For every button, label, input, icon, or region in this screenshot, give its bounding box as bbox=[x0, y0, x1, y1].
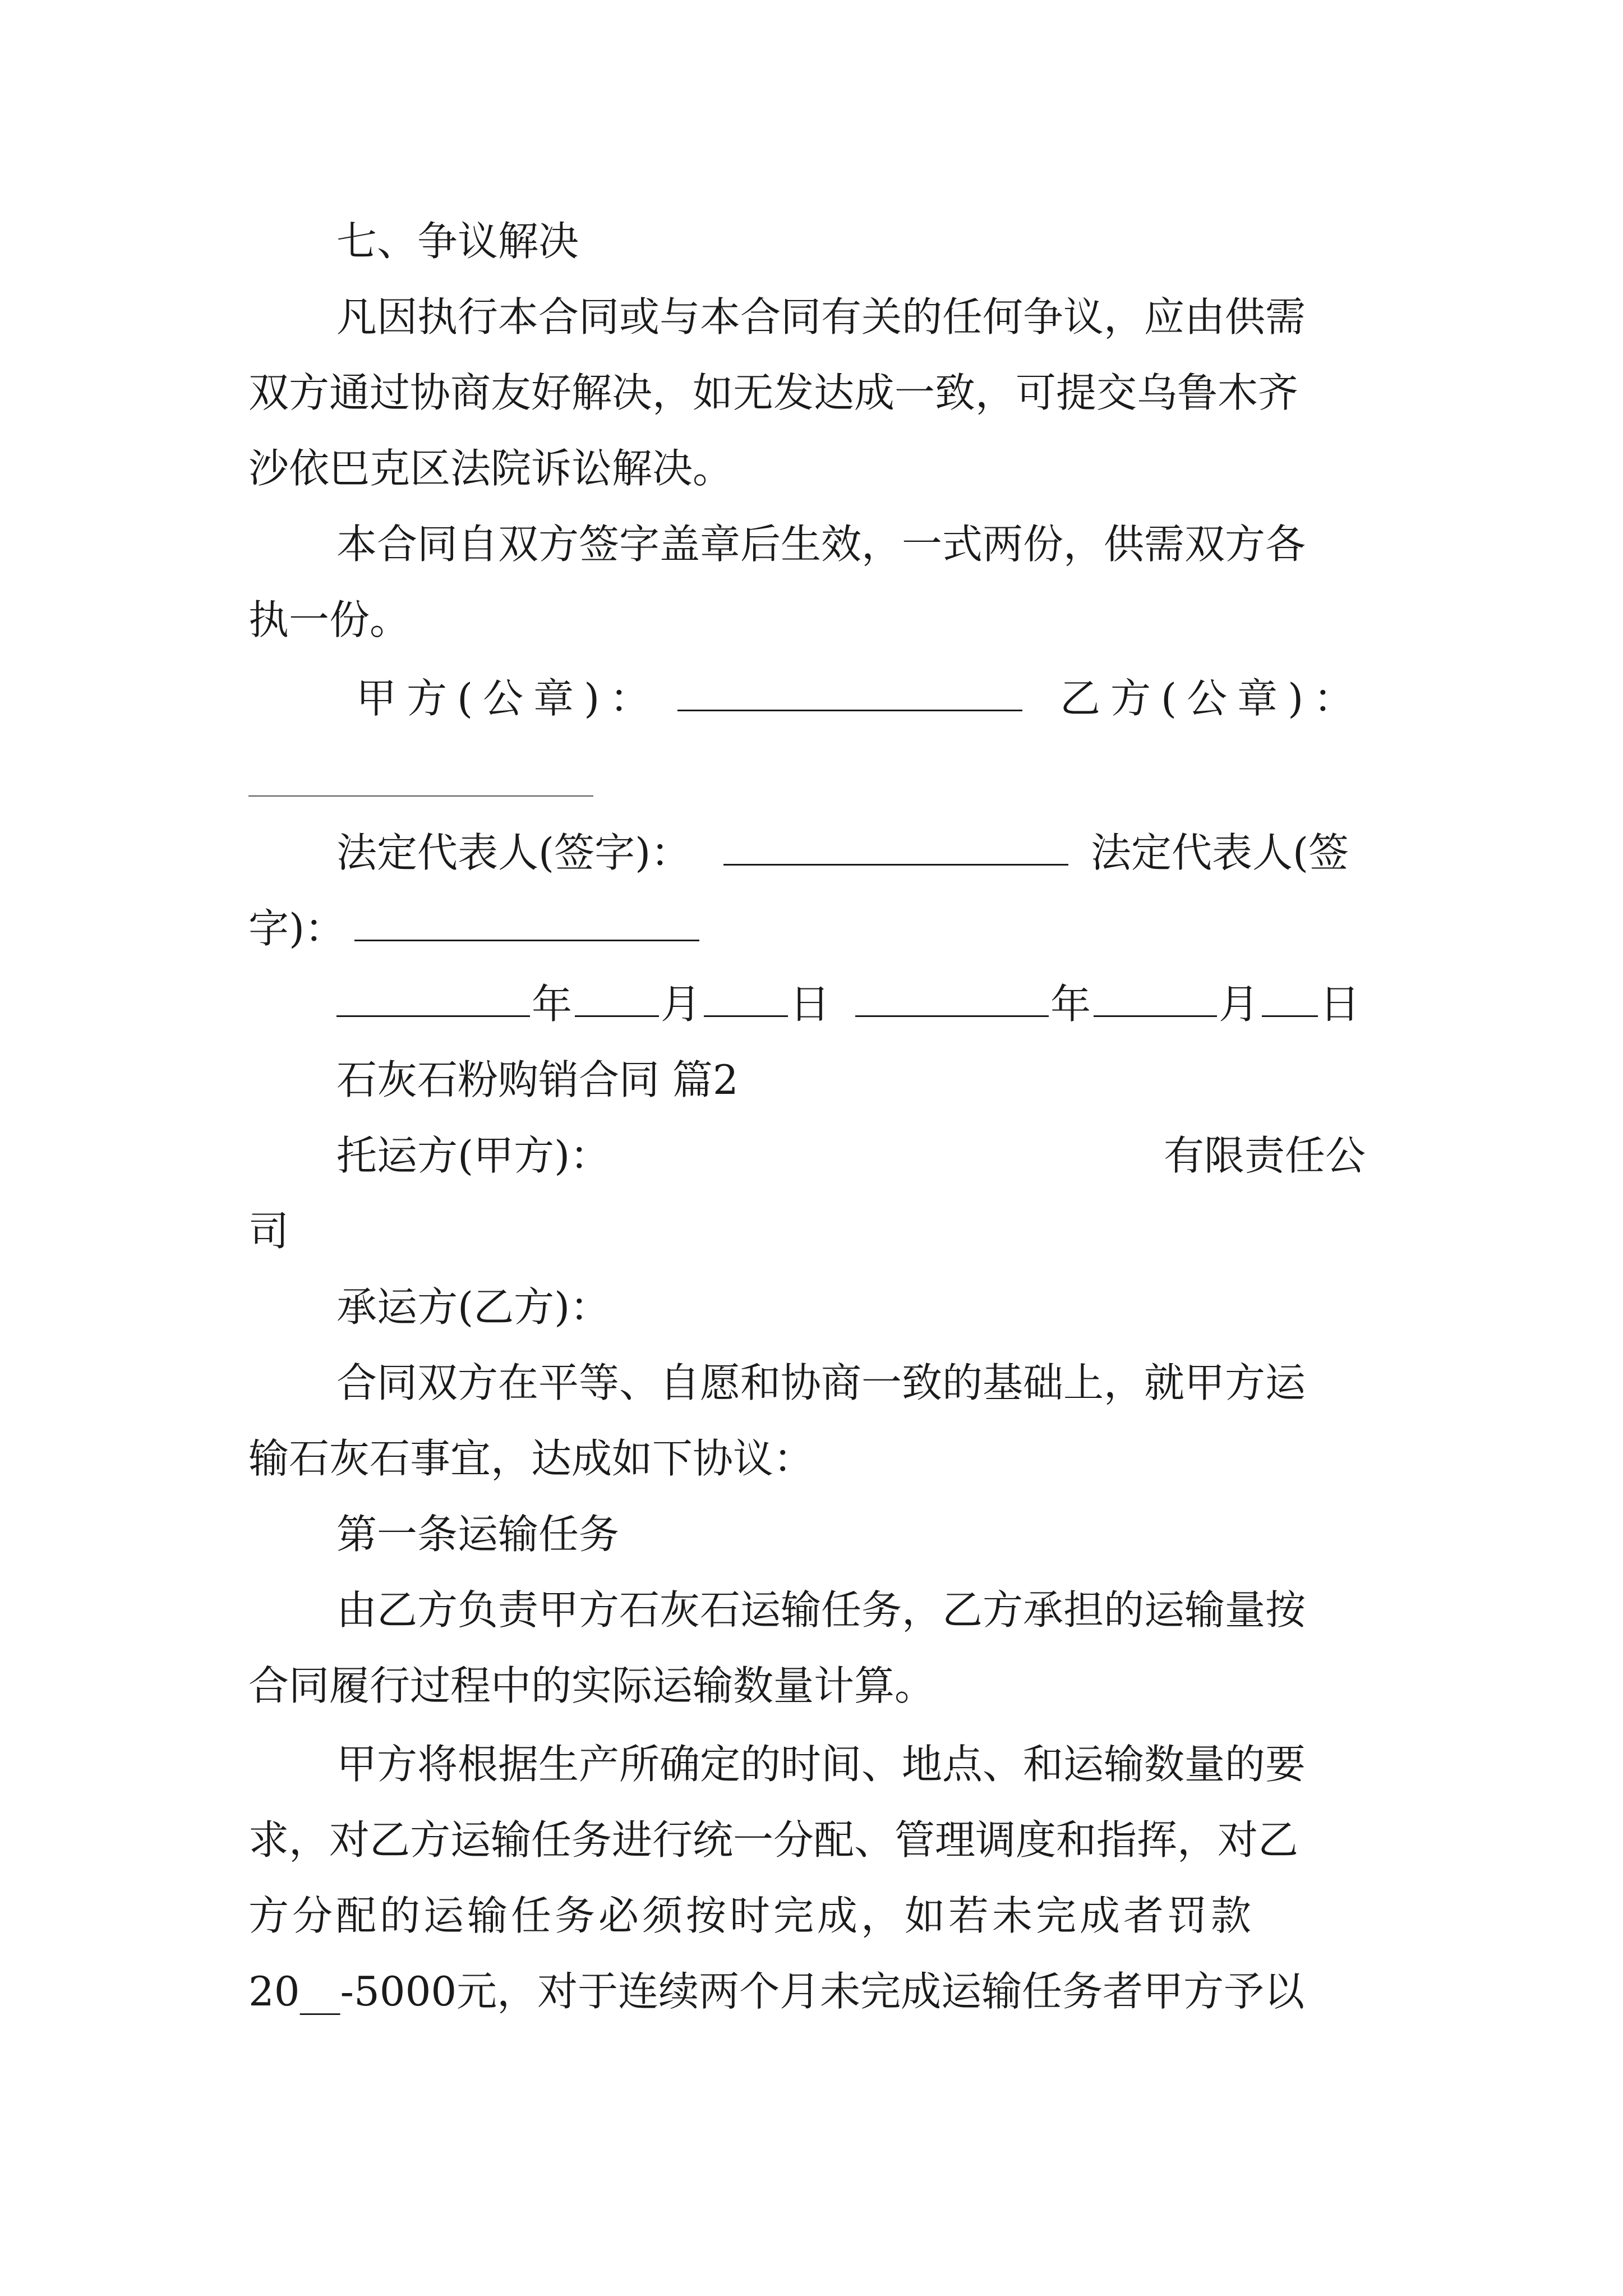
paragraph-line: 执一份。 bbox=[248, 596, 411, 643]
rep-a-label: 法定代表人(签字)： bbox=[336, 829, 691, 876]
party-a-seal-label: 甲方(公章)： bbox=[356, 675, 661, 722]
rep-b-blank[interactable] bbox=[354, 900, 699, 941]
date-a-day-blank[interactable] bbox=[704, 976, 788, 1017]
rep-b-label: 法定代表人(签 bbox=[1091, 829, 1349, 876]
paragraph-line: 双方通过协商友好解决，如无发达成一致，可提交乌鲁木齐 bbox=[248, 369, 1299, 416]
shipper-company: 有限责任公 bbox=[1164, 1132, 1366, 1179]
date-b-month-blank[interactable] bbox=[1094, 976, 1217, 1017]
paragraph-line: 求，对乙方运输任务进行统一分配、管理调度和指挥，对乙 bbox=[248, 1816, 1299, 1864]
shipper-label: 托运方(甲方)： bbox=[336, 1132, 611, 1179]
rep-b-label-cont: 字)： bbox=[248, 905, 345, 952]
party-a-seal-blank[interactable] bbox=[677, 670, 1022, 711]
date-b-year-blank[interactable] bbox=[855, 976, 1049, 1017]
paragraph-line: 甲方将根据生产所确定的时间、地点、和运输数量的要 bbox=[336, 1741, 1306, 1788]
paragraph-line: 方分配的运输任务必须按时完成，如若未完成者罚款 bbox=[248, 1892, 1255, 1939]
paragraph-line: 本合同自双方签字盖章后生效，一式两份，供需双方各 bbox=[336, 521, 1306, 568]
carrier-label: 承运方(乙方)： bbox=[336, 1283, 611, 1331]
paragraph-line: 沙依巴克区法院诉讼解决。 bbox=[248, 445, 734, 492]
shipper-company-cont: 司 bbox=[248, 1208, 289, 1255]
year-label: 年 bbox=[532, 981, 573, 1028]
paragraph-line: 输石灰石事宜，达成如下协议： bbox=[248, 1435, 814, 1482]
day-label: 日 bbox=[1320, 981, 1361, 1028]
month-label: 月 bbox=[661, 981, 702, 1028]
paragraph-line: 凡因执行本合同或与本合同有关的任何争议，应由供需 bbox=[336, 293, 1306, 341]
day-label: 日 bbox=[790, 981, 831, 1028]
paragraph-line: 合同履行过程中的实际运输数量计算。 bbox=[248, 1662, 935, 1709]
month-label: 月 bbox=[1219, 981, 1260, 1028]
party-b-seal-blank[interactable] bbox=[248, 795, 593, 797]
date-a-year-blank[interactable] bbox=[336, 976, 530, 1017]
paragraph-line: 合同双方在平等、自愿和协商一致的基础上，就甲方运 bbox=[336, 1359, 1306, 1406]
paragraph-line: 由乙方负责甲方石灰石运输任务，乙方承担的运输量按 bbox=[336, 1586, 1306, 1634]
article-heading: 第一条运输任务 bbox=[336, 1511, 620, 1558]
year-label: 年 bbox=[1050, 981, 1091, 1028]
section-heading: 七、争议解决 bbox=[336, 218, 579, 265]
date-b-day-blank[interactable] bbox=[1262, 976, 1318, 1017]
contract-title: 石灰石粉购销合同 篇2 bbox=[336, 1056, 739, 1103]
rep-a-blank[interactable] bbox=[723, 825, 1068, 866]
date-a-month-blank[interactable] bbox=[575, 976, 659, 1017]
party-b-seal-label: 乙方(公章)： bbox=[1060, 675, 1364, 722]
paragraph-line: 20__-5000元，对于连续两个月未完成运输任务者甲方予以 bbox=[248, 1968, 1305, 2015]
